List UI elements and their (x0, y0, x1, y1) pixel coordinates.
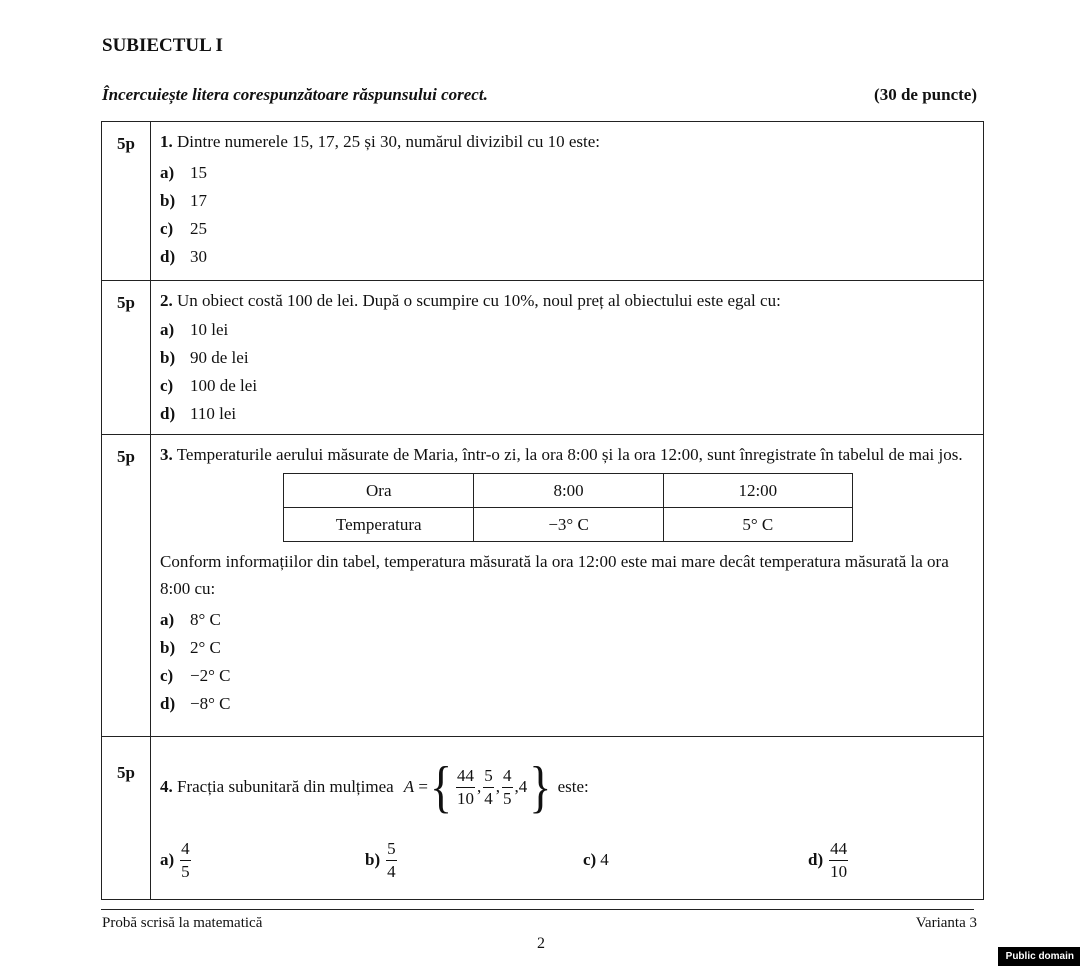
section-title: SUBIECTUL I (102, 35, 223, 56)
question-number: 4. (160, 777, 173, 796)
question-number: 1. (160, 132, 173, 151)
option-d[interactable]: d) 30 (160, 247, 207, 266)
license-badge: Public domain (998, 947, 1080, 966)
table-header-cell: 8:00 (474, 474, 663, 508)
question-points: 5p (102, 435, 151, 737)
footer-variant: Varianta 3 (915, 915, 977, 931)
option-b[interactable]: b) $\frac{5}{4}$ (365, 838, 396, 881)
table-header-cell: Ora (284, 474, 474, 508)
option-a[interactable]: a) 15 (160, 163, 207, 182)
option-b[interactable]: b) 90 de lei (160, 348, 249, 367)
table-header-cell: 12:00 (663, 474, 852, 508)
table-cell: −3° C (474, 508, 663, 542)
option-b[interactable]: b) 17 (160, 191, 207, 210)
set-expression: A = { $\frac{44}{10}$ , $\frac{5}{4}$ , $\frac{4}{5}$ , 4 } (403, 754, 552, 819)
temperature-table (283, 473, 853, 542)
question-number: 2. (160, 291, 173, 310)
question-row-3 (102, 435, 984, 737)
option-a[interactable]: a) 8° C (160, 610, 221, 629)
question-text: Temperaturile aerului măsurate de Maria, într-o zi, la ora 8:00 și la ora 12:00, sunt înregistrate în tabelul de mai jos. (176, 445, 963, 464)
question-row-2 (102, 281, 984, 435)
fraction: $\frac{44}{10}$ (830, 838, 848, 881)
total-points: (30 de puncte) (874, 85, 977, 104)
option-c[interactable]: c) 25 (160, 219, 207, 238)
option-a[interactable]: a) 10 lei (160, 320, 229, 339)
footer-divider (101, 909, 974, 910)
instruction-text: Încercuiește litera corespunzătoare răspunsului corect. (102, 85, 488, 104)
question-points: 5p (102, 737, 151, 900)
option-a[interactable]: a) $\frac{4}{5}$ (160, 838, 190, 881)
question-text: Dintre numerele 15, 17, 25 și 30, numărul divizibil cu 10 este: (177, 132, 601, 151)
question-points: 5p (102, 281, 151, 435)
question-number: 3. (160, 445, 173, 464)
question-points: 5p (102, 122, 151, 281)
question-text: Un obiect costă 100 de lei. După o scumpire cu 10%, noul preț al obiectului este egal cu: (177, 291, 781, 310)
option-c[interactable]: c) 100 de lei (160, 376, 258, 395)
table-cell: Temperatura (284, 508, 474, 542)
footer-subject: Probă scrisă la matematică (102, 915, 263, 931)
table-cell: 5° C (663, 508, 852, 542)
question-text-continued: Conform informațiilor din tabel, temperatura măsurată la ora 12:00 este mai mare decât temperatura măsurată la ora 8:00 cu: (160, 552, 949, 598)
option-c[interactable]: c) −2° C (160, 666, 231, 685)
fraction: $\frac{5}{4}$ (387, 838, 396, 881)
option-d[interactable]: d) $\frac{44}{10}$ (808, 838, 848, 881)
fraction: $\frac{4}{5}$ (181, 838, 190, 881)
fraction: $\frac{4}{5}$ (503, 765, 512, 808)
questions-table (101, 121, 984, 900)
option-b[interactable]: b) 2° C (160, 638, 221, 657)
option-c[interactable]: c) 4 (583, 850, 609, 869)
fraction: $\frac{44}{10}$ (457, 765, 475, 808)
option-d[interactable]: d) −8° C (160, 694, 231, 713)
fraction: $\frac{5}{4}$ (484, 765, 493, 808)
page-number: 2 (537, 935, 545, 952)
question-row-4 (102, 737, 984, 900)
question-text: Fracția subunitară din mulțimea (177, 777, 394, 796)
question-row-1 (102, 122, 984, 281)
question-text-end: este: (557, 777, 589, 796)
option-d[interactable]: d) 110 lei (160, 404, 237, 423)
